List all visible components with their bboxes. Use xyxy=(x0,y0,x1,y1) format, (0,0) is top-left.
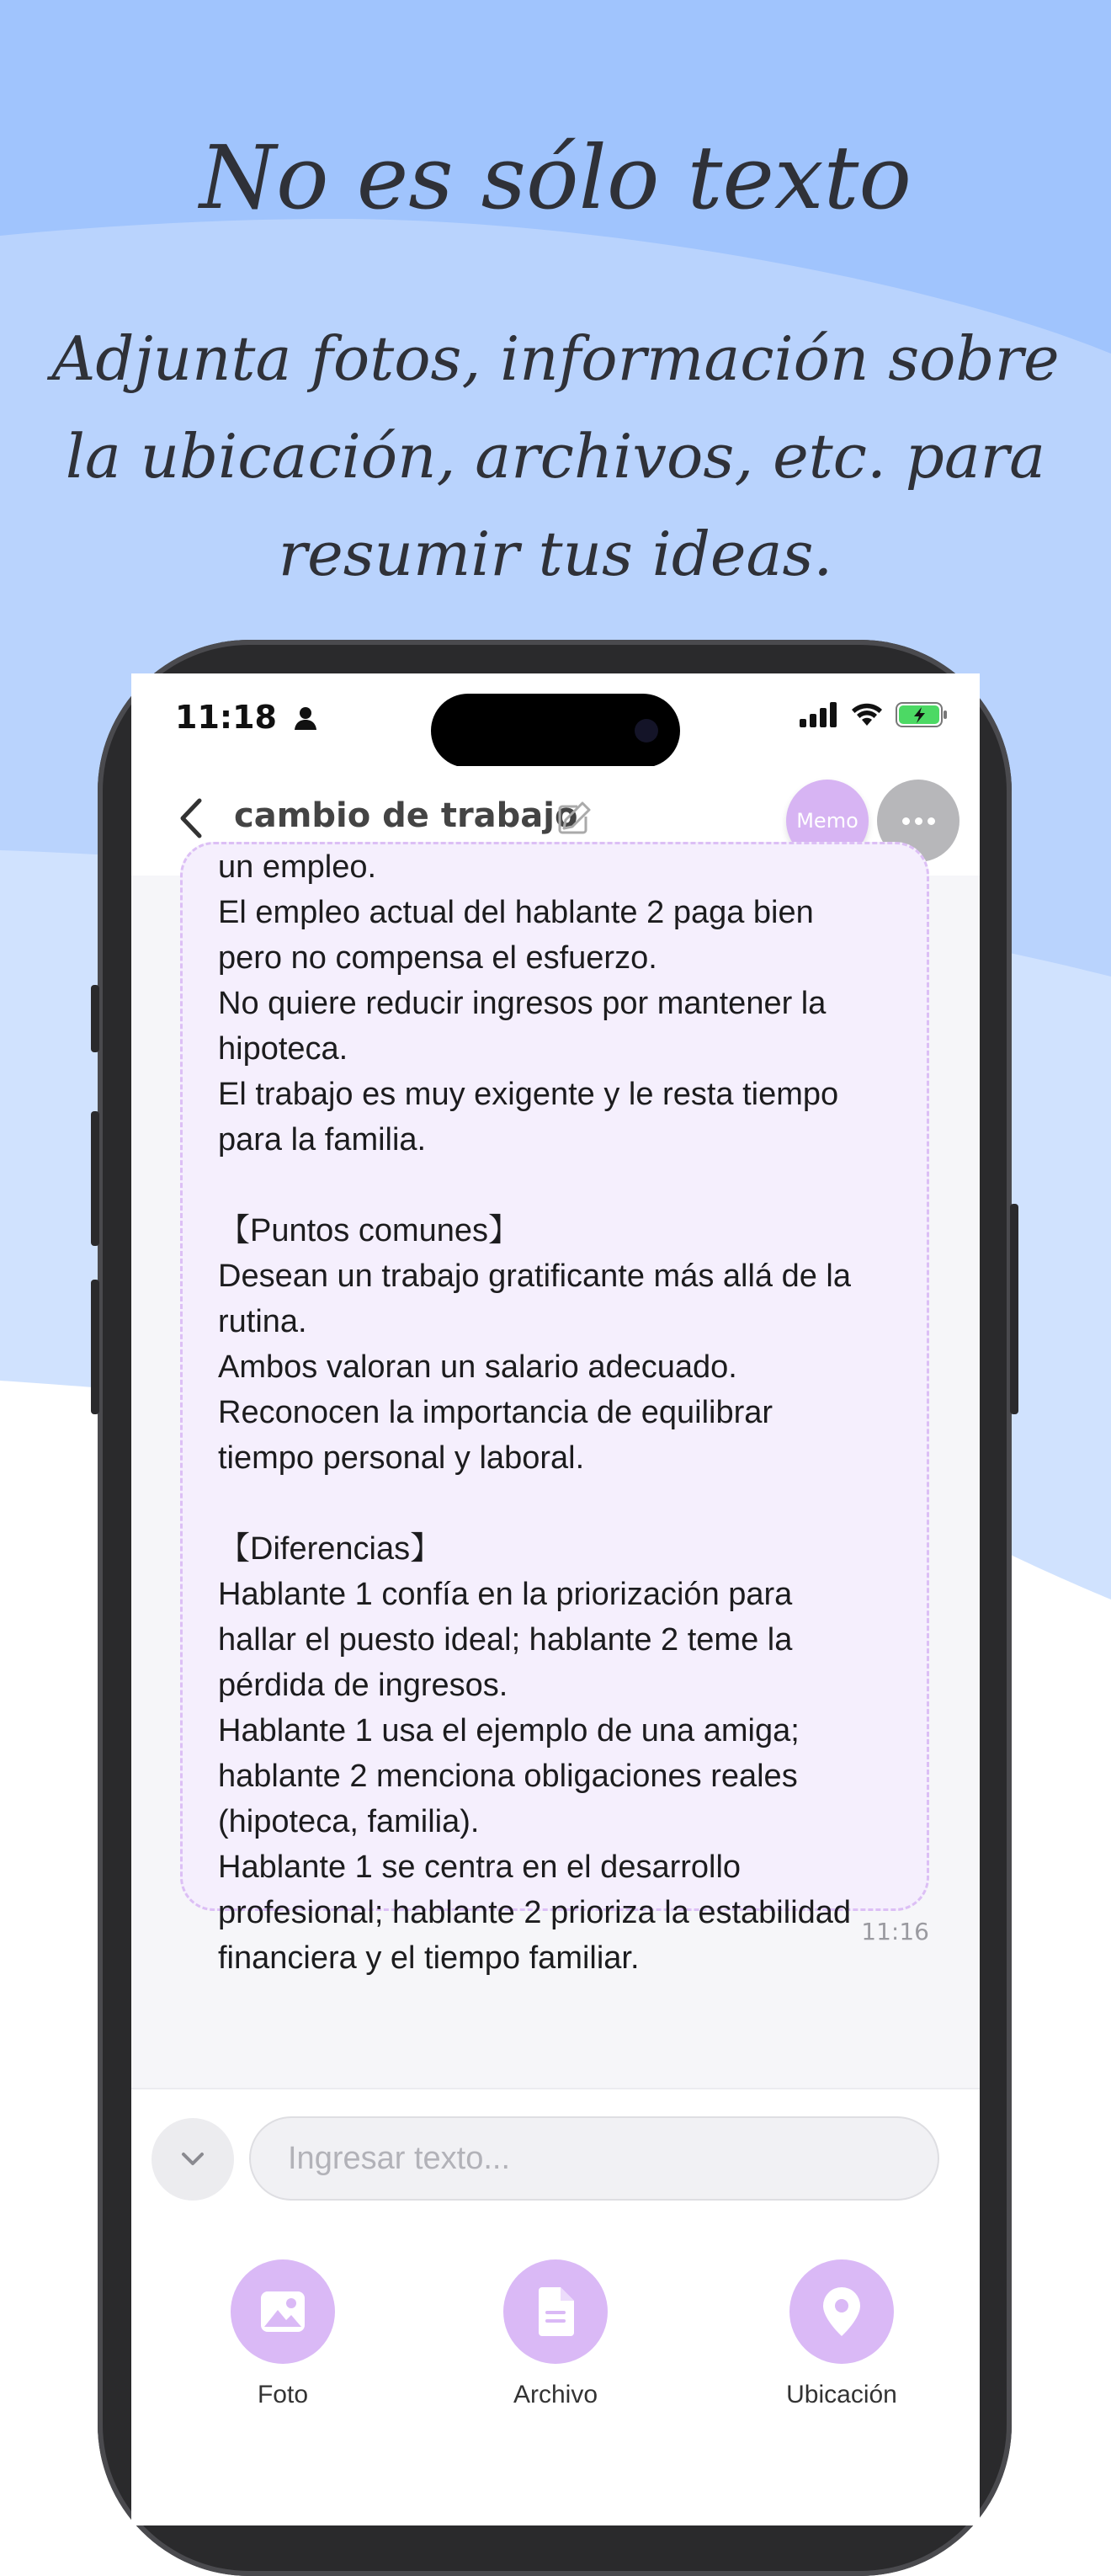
memo-line: profesional; hablante 2 prioriza la estabilidad xyxy=(218,1895,852,1930)
memo-line: hallar el puesto ideal; hablante 2 teme la xyxy=(218,1622,793,1658)
memo-line: Desean un trabajo gratificante más allá de la xyxy=(218,1259,852,1294)
attach-file-circle xyxy=(503,2259,608,2364)
chevron-left-icon xyxy=(178,797,203,839)
dot xyxy=(902,817,910,825)
photo-icon xyxy=(259,2290,306,2334)
memo-line: financiera y el tiempo familiar. xyxy=(218,1940,640,1976)
memo-line: Reconocen la importancia de equilibrar xyxy=(218,1395,773,1430)
memo-line: pero no compensa el esfuerzo. xyxy=(218,940,657,976)
memo-line: rutina. xyxy=(218,1304,307,1339)
attach-photo-label: Foto xyxy=(257,2381,309,2408)
dot xyxy=(928,817,935,825)
memo-line: Hablante 1 se centra en el desarrollo xyxy=(218,1850,742,1885)
memo-line: 【Diferencias】 xyxy=(218,1531,443,1567)
status-bar xyxy=(131,673,980,766)
signal-icon xyxy=(800,702,838,727)
memo-line xyxy=(218,1163,908,1208)
memo-line: No quiere reducir ingresos por mantener la xyxy=(218,986,827,1021)
mute-switch xyxy=(91,985,99,1052)
file-icon xyxy=(535,2287,576,2336)
attach-location-button[interactable] xyxy=(758,2259,926,2409)
memo-line xyxy=(218,1481,908,1526)
location-icon xyxy=(823,2287,860,2336)
message-input[interactable] xyxy=(249,2116,939,2201)
memo-line: un empleo. xyxy=(218,849,377,885)
page-title[interactable]: cambio de trabajo xyxy=(234,796,578,835)
memo-line: El trabajo es muy exigente y le resta tiempo xyxy=(218,1077,839,1112)
memo-button[interactable]: Memo xyxy=(786,780,869,862)
attach-file-label: Archivo xyxy=(513,2381,598,2408)
attach-photo-button[interactable] xyxy=(199,2259,367,2409)
memo-line: El empleo actual del hablante 2 paga bien xyxy=(218,895,814,930)
status-icons xyxy=(800,702,948,727)
input-bar xyxy=(131,2088,980,2249)
battery-icon xyxy=(896,702,948,727)
memo-line: Hablante 1 usa el ejemplo de una amiga; xyxy=(218,1713,800,1748)
collapse-button[interactable] xyxy=(152,2118,234,2201)
memo-line: para la familia. xyxy=(218,1122,427,1158)
memo-line: Ambos valoran un salario adecuado. xyxy=(218,1349,737,1385)
volume-up-button xyxy=(91,1111,99,1246)
memo-line: hipoteca. xyxy=(218,1031,348,1067)
back-button[interactable] xyxy=(165,793,215,844)
status-time xyxy=(175,699,318,736)
attach-location-circle xyxy=(789,2259,894,2364)
chat-area[interactable] xyxy=(131,849,980,2088)
memo-text xyxy=(218,844,908,1981)
memo-line: pérdida de ingresos. xyxy=(218,1668,508,1703)
phone-screen xyxy=(131,673,980,2525)
promo-title: No es sólo texto xyxy=(199,126,912,229)
person-icon xyxy=(293,705,318,731)
memo-line: 【Puntos comunes】 xyxy=(218,1213,521,1248)
attachment-bar xyxy=(131,2239,980,2525)
attach-file-button[interactable] xyxy=(471,2259,640,2409)
promo-subtitle: Adjunta fotos, información sobre la ubicación, archivos, etc. para resumir tus ideas. xyxy=(51,323,1060,589)
dynamic-island xyxy=(431,694,680,768)
wifi-icon xyxy=(850,702,884,727)
edit-title-button[interactable] xyxy=(557,800,593,838)
chevron-down-icon xyxy=(180,2151,205,2168)
attach-location-label: Ubicación xyxy=(786,2381,897,2408)
message-timestamp: 11:16 xyxy=(861,1918,929,1945)
dot xyxy=(915,817,922,825)
memo-line: (hipoteca, familia). xyxy=(218,1804,480,1839)
memo-line: Hablante 1 confía en la priorización para xyxy=(218,1577,793,1612)
camera-icon xyxy=(635,719,658,742)
power-button xyxy=(1010,1204,1018,1414)
volume-down-button xyxy=(91,1280,99,1414)
memo-line: hablante 2 menciona obligaciones reales xyxy=(218,1759,798,1794)
attach-photo-circle xyxy=(231,2259,335,2364)
status-time-text: 11:18 xyxy=(175,699,277,736)
memo-line: tiempo personal y laboral. xyxy=(218,1440,585,1476)
edit-icon xyxy=(557,800,593,835)
